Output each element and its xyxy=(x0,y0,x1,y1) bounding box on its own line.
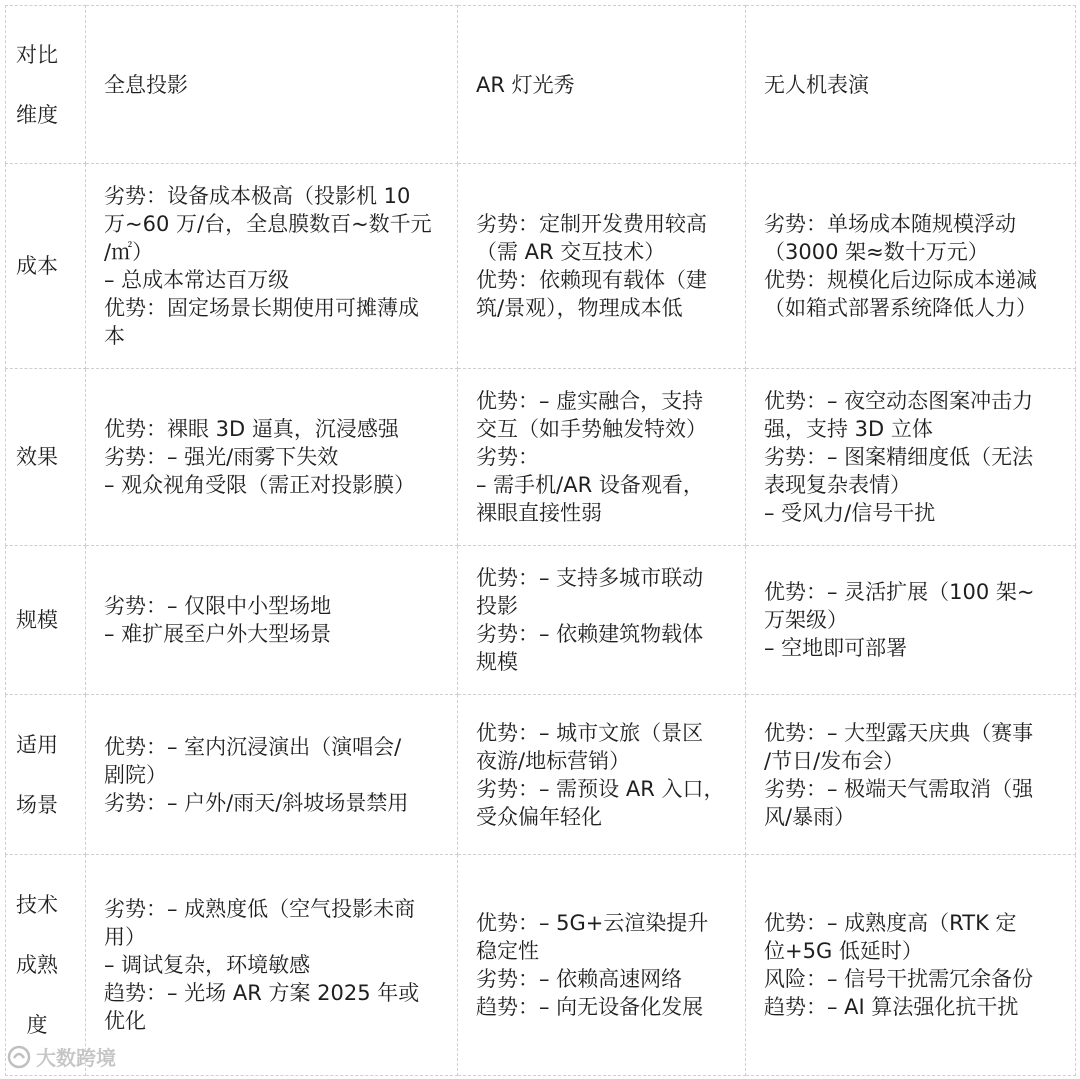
cell-text-line: – 调试复杂，环境敏感 xyxy=(104,953,311,977)
cell-text-line: 优势：– 室内沉浸演出（演唱会/ xyxy=(104,734,402,759)
table-row xyxy=(6,546,1076,695)
dimension-cell xyxy=(6,369,86,546)
cell-text-line: /㎡） xyxy=(104,240,154,264)
cell-text-line: 劣势： xyxy=(476,445,539,469)
comparison-cell xyxy=(746,546,1076,695)
cell-text-line: 劣势：单场成本随规模浮动 xyxy=(764,212,1016,236)
cell-text-line: – 总成本常达百万级 xyxy=(104,268,290,292)
comparison-cell xyxy=(746,164,1076,369)
cell-text-line: 劣势：– 仅限中小型场地 xyxy=(104,594,332,618)
comparison-cell xyxy=(746,855,1076,1076)
cell-text-line: 优势：固定场景长期使用可摊薄成 xyxy=(104,296,419,320)
table-header-row xyxy=(6,6,1076,164)
header-dimension-cell xyxy=(6,6,86,164)
cell-text-line: 劣势：– 户外/雨天/斜坡场景禁用 xyxy=(104,790,409,815)
watermark xyxy=(6,1042,116,1071)
cell-text-line: 劣势：– 极端天气需取消（强 xyxy=(764,776,1034,801)
comparison-cell xyxy=(86,855,458,1076)
cell-text-line: 表现复杂表情） xyxy=(764,473,911,497)
table-row xyxy=(6,369,1076,546)
cell-text-line: （3000 架≈数十万元） xyxy=(764,240,989,264)
cell-text-line: 优势：裸眼 3D 逼真，沉浸感强 xyxy=(104,417,399,441)
comparison-table xyxy=(5,5,1076,1076)
header-drone-show xyxy=(746,6,1076,164)
dimension-label: 适用场景 xyxy=(16,732,58,817)
cell-text-line: /节日/发布会） xyxy=(764,748,905,773)
cell-text-line: 强，支持 3D 立体 xyxy=(764,417,933,441)
comparison-cell xyxy=(458,695,746,855)
cell-text-line: 夜游/地标营销） xyxy=(476,748,631,773)
cell-text-line: 优势：– 夜空动态图案冲击力 xyxy=(764,389,1034,413)
header-hologram xyxy=(86,6,458,164)
comparison-cell xyxy=(86,546,458,695)
header-label: AR 灯光秀 xyxy=(476,72,575,97)
comparison-cell xyxy=(458,855,746,1076)
cell-text-line: 位+5G 低延时） xyxy=(764,939,923,963)
cell-text-line: 优势：– 虚实融合，支持 xyxy=(476,389,704,413)
header-ar-light-show xyxy=(458,6,746,164)
brand-logo-icon xyxy=(6,1044,32,1070)
cell-text-line: 优势：– 支持多城市联动 xyxy=(476,566,704,590)
dimension-label: 成本 xyxy=(16,254,58,278)
cell-text-line: 劣势：– 依赖建筑物载体 xyxy=(476,622,704,646)
cell-text-line: 优势：– 灵活扩展（100 架~ xyxy=(764,580,1035,604)
cell-text-line: 万~60 万/台，全息膜数百~数千元 xyxy=(104,212,432,236)
cell-text-line: 趋势：– 光场 AR 方案 2025 年或 xyxy=(104,981,420,1005)
cell-text-line: 趋势：– 向无设备化发展 xyxy=(476,995,704,1019)
cell-text-line: 劣势：定制开发费用较高 xyxy=(476,212,707,236)
cell-text-line: 劣势：– 强光/雨雾下失效 xyxy=(104,445,339,469)
cell-text-line: 本 xyxy=(104,324,125,348)
table-row xyxy=(6,695,1076,855)
header-label: 全息投影 xyxy=(104,72,188,97)
dimension-cell xyxy=(6,164,86,369)
cell-text-line: 受众偏年轻化 xyxy=(476,804,602,829)
dimension-cell xyxy=(6,546,86,695)
cell-text-line: – 需手机/AR 设备观看， xyxy=(476,473,704,497)
cell-text-line: 优势：依赖现有载体（建 xyxy=(476,268,707,292)
cell-text-line: 风/暴雨） xyxy=(764,804,856,829)
dimension-cell xyxy=(6,695,86,855)
watermark-text: 大数跨境 xyxy=(36,1046,116,1070)
cell-text-line: （如箱式部署系统降低人力） xyxy=(764,296,1037,320)
cell-text-line: 交互（如手势触发特效） xyxy=(476,417,707,441)
cell-text-line: 风险：– 信号干扰需冗余备份 xyxy=(764,967,1034,991)
cell-text-line: 用） xyxy=(104,925,146,949)
cell-text-line: 优化 xyxy=(104,1009,146,1033)
comparison-cell xyxy=(86,369,458,546)
comparison-cell xyxy=(86,695,458,855)
cell-text-line: 劣势：– 成熟度低（空气投影未商 xyxy=(104,897,416,921)
cell-text-line: 劣势：– 依赖高速网络 xyxy=(476,967,683,991)
cell-text-line: 剧院） xyxy=(104,762,167,787)
cell-text-line: – 受风力/信号干扰 xyxy=(764,501,936,525)
cell-text-line: – 难扩展至户外大型场景 xyxy=(104,622,332,646)
header-dimension-label: 对比维度 xyxy=(16,42,58,127)
comparison-cell xyxy=(746,695,1076,855)
cell-text-line: 优势：– 大型露天庆典（赛事 xyxy=(764,720,1034,745)
table-row xyxy=(6,855,1076,1076)
cell-text-line: 优势：– 5G+云渲染提升 xyxy=(476,911,709,935)
cell-text-line: 规模 xyxy=(476,650,518,674)
cell-text-line: – 观众视角受限（需正对投影膜） xyxy=(104,473,416,497)
dimension-label: 规模 xyxy=(16,608,58,632)
cell-text-line: 筑/景观），物理成本低 xyxy=(476,296,683,320)
cell-text-line: 稳定性 xyxy=(476,939,539,963)
cell-text-line: 劣势：– 图案精细度低（无法 xyxy=(764,445,1034,469)
comparison-cell xyxy=(458,164,746,369)
comparison-cell xyxy=(746,369,1076,546)
comparison-cell xyxy=(458,546,746,695)
cell-text-line: 趋势：– AI 算法强化抗干扰 xyxy=(764,995,1019,1019)
dimension-label: 技术成熟度 xyxy=(16,893,58,1037)
cell-text-line: 优势：– 成熟度高（RTK 定 xyxy=(764,911,1017,935)
dimension-label: 效果 xyxy=(16,445,58,469)
cell-text-line: 裸眼直接性弱 xyxy=(476,501,602,525)
cell-text-line: 优势：– 城市文旅（景区 xyxy=(476,720,704,745)
comparison-cell xyxy=(458,369,746,546)
header-label: 无人机表演 xyxy=(764,72,869,97)
cell-text-line: 万架级） xyxy=(764,608,848,632)
cell-text-line: 优势：规模化后边际成本递减 xyxy=(764,268,1037,292)
cell-text-line: – 空地即可部署 xyxy=(764,636,908,660)
cell-text-line: （需 AR 交互技术） xyxy=(476,240,666,264)
cell-text-line: 劣势：设备成本极高（投影机 10 xyxy=(104,184,411,208)
cell-text-line: 投影 xyxy=(476,594,518,618)
comparison-cell xyxy=(86,164,458,369)
cell-text-line: 劣势：– 需预设 AR 入口， xyxy=(476,776,725,801)
table-row xyxy=(6,164,1076,369)
